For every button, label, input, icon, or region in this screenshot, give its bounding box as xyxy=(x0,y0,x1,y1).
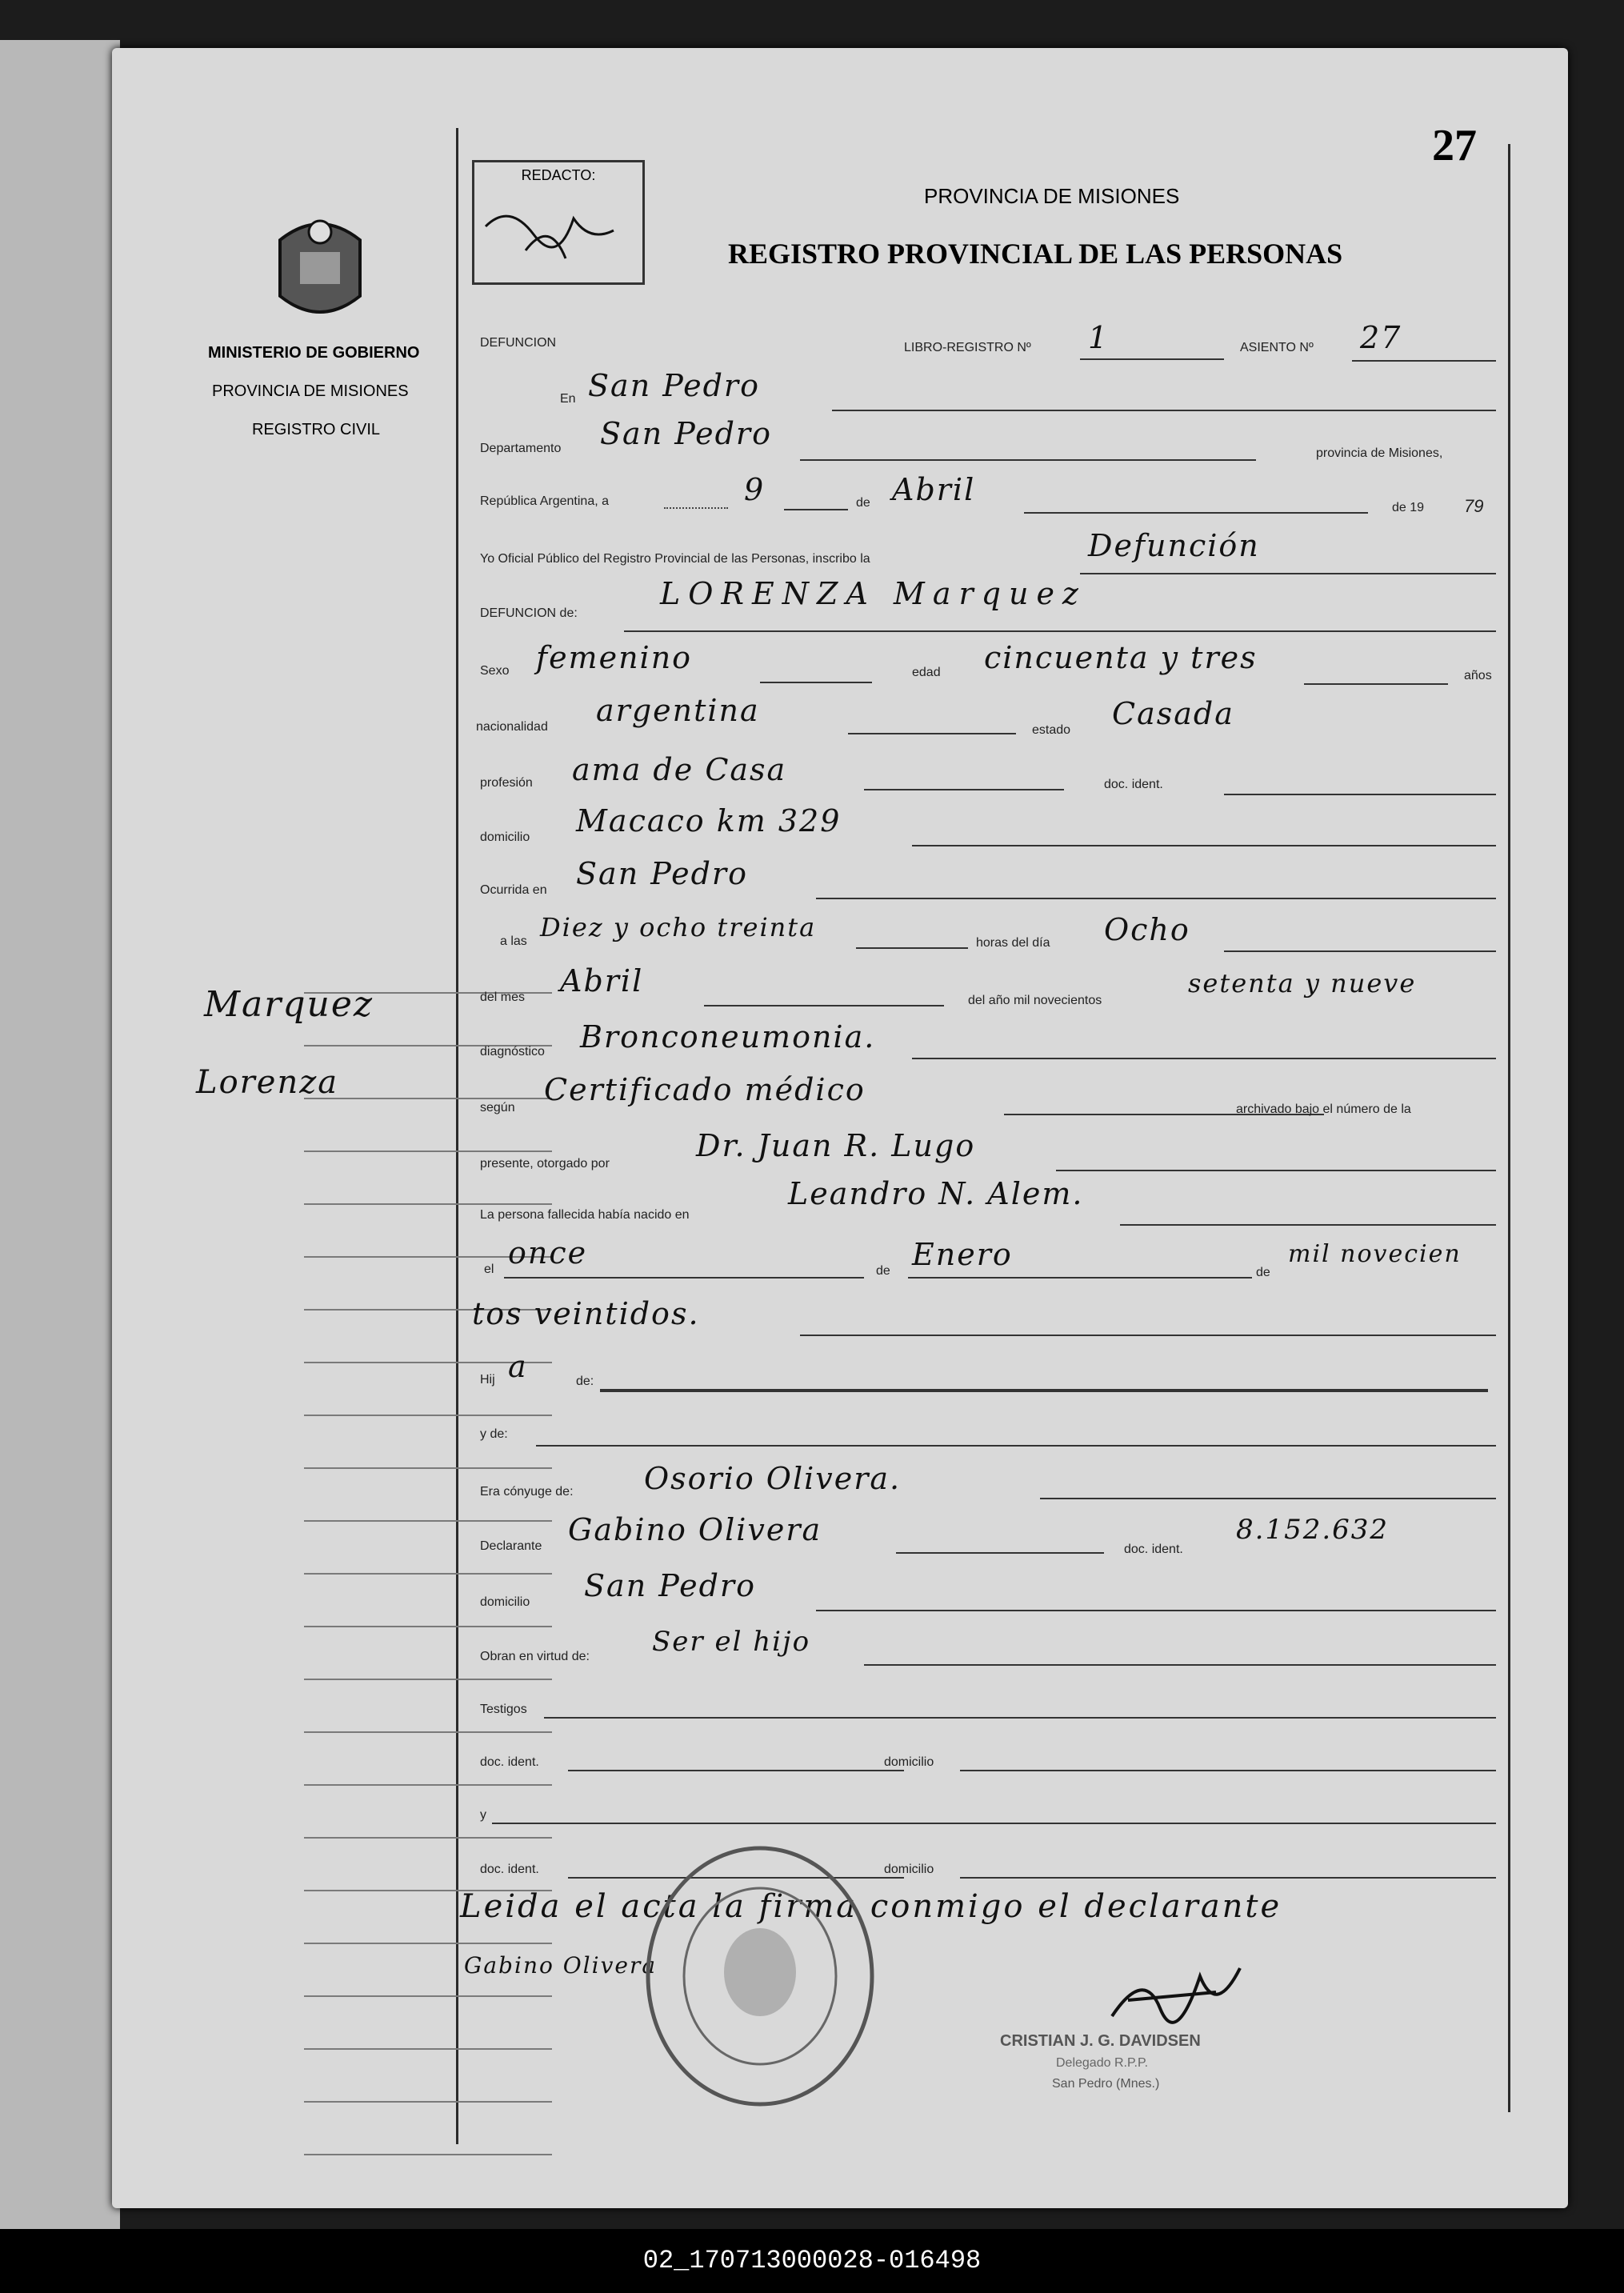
domicilio-line xyxy=(912,845,1496,846)
oficial-value: Defunción xyxy=(1088,528,1260,563)
day-line xyxy=(784,509,848,510)
el-month-value: Enero xyxy=(912,1237,1013,1272)
testigos-line xyxy=(544,1717,1496,1719)
redacto-label: REDACTO: xyxy=(521,167,596,183)
en-value: San Pedro xyxy=(588,368,760,403)
asiento-line xyxy=(1352,360,1496,362)
declarant-signature: Gabino Olivera xyxy=(464,1952,658,1979)
archivado-label: archivado bajo el número de la xyxy=(1236,1102,1411,1116)
segun-label: según xyxy=(480,1101,515,1114)
previous-page-edge xyxy=(0,40,120,2264)
anio-value: setenta y nueve xyxy=(1188,968,1417,998)
de-label: de xyxy=(856,496,870,510)
profesion-line xyxy=(864,789,1064,790)
el-de2-label: de xyxy=(1256,1266,1270,1279)
y-de-line xyxy=(536,1445,1496,1447)
left-column-rule xyxy=(456,128,458,2144)
declarante-doc-value: 8.152.632 xyxy=(1236,1514,1390,1546)
coat-of-arms-emblem xyxy=(264,208,376,328)
presente-label: presente, otorgado por xyxy=(480,1157,610,1171)
register-page xyxy=(112,48,1568,2208)
segun-value: Certificado médico xyxy=(544,1072,866,1107)
doc1-label: doc. ident. xyxy=(480,1755,539,1769)
domicilio2-label: domicilio xyxy=(480,1595,530,1609)
dia-value: Ocho xyxy=(1104,912,1190,947)
diagnostico-label: diagnóstico xyxy=(480,1045,545,1058)
domicilio2-value: San Pedro xyxy=(584,1568,756,1603)
nacido-line xyxy=(1120,1224,1496,1226)
margin-ruled-line xyxy=(304,2154,552,2155)
libro-value: 1 xyxy=(1088,320,1110,355)
page-number: 27 xyxy=(1432,121,1477,170)
domicilio-value: Macaco km 329 xyxy=(576,803,842,838)
hij-value: a xyxy=(508,1349,528,1384)
el-day-line xyxy=(504,1277,864,1279)
el-year-continued: tos veintidos. xyxy=(472,1296,700,1331)
y-line xyxy=(492,1823,1496,1824)
ocurrida-value: San Pedro xyxy=(576,856,748,891)
del-mes-label: del mes xyxy=(480,990,526,1004)
horas-label: horas del día xyxy=(976,936,1050,950)
ocurrida-label: Ocurrida en xyxy=(480,883,547,897)
margin-ruled-line xyxy=(304,2101,552,2103)
el-year-value: mil novecien xyxy=(1288,1240,1462,1268)
republica-dots xyxy=(664,507,728,509)
margin-ruled-line xyxy=(304,1626,552,1627)
margin-surname: Marquez xyxy=(204,984,374,1025)
profesion-label: profesión xyxy=(480,776,533,790)
domic1-line xyxy=(960,1770,1496,1771)
nacido-label: La persona fallecida había nacido en xyxy=(480,1208,690,1222)
nacionalidad-value: argentina xyxy=(596,693,760,728)
margin-ruled-line xyxy=(304,1943,552,1944)
presente-line xyxy=(1056,1170,1496,1171)
sexo-line xyxy=(760,682,872,683)
margin-ruled-line xyxy=(304,1995,552,1997)
hij-line xyxy=(600,1389,1488,1392)
obran-line xyxy=(864,1664,1496,1666)
libro-line xyxy=(1080,358,1224,360)
margin-ruled-line xyxy=(304,1573,552,1575)
domic2-line xyxy=(960,1877,1496,1879)
el-label: el xyxy=(484,1263,494,1276)
obran-value: Ser el hijo xyxy=(652,1626,811,1658)
declarante-line xyxy=(896,1552,1104,1554)
right-column-rule xyxy=(1508,144,1510,2112)
conyuge-label: Era cónyuge de: xyxy=(480,1485,574,1499)
sexo-label: Sexo xyxy=(480,664,510,678)
depto-value: San Pedro xyxy=(600,416,772,451)
margin-ruled-line xyxy=(304,1837,552,1839)
y-de-label: y de: xyxy=(480,1427,508,1441)
presente-value: Dr. Juan R. Lugo xyxy=(696,1128,976,1163)
del-mes-line xyxy=(704,1005,944,1006)
margin-ruled-line xyxy=(304,1151,552,1152)
en-label: En xyxy=(560,392,576,406)
asiento-value: 27 xyxy=(1360,320,1402,355)
a-las-label: a las xyxy=(500,934,527,948)
official-signature xyxy=(1096,1952,1256,2040)
ocurrida-line xyxy=(816,898,1496,899)
header-province: PROVINCIA DE MISIONES xyxy=(924,184,1180,208)
nacionalidad-line xyxy=(848,733,1016,734)
margin-ruled-line xyxy=(304,1731,552,1733)
ministry-line3: REGISTRO CIVIL xyxy=(252,421,381,438)
hij-label: Hij xyxy=(480,1373,495,1387)
del-mes-value: Abril xyxy=(560,963,644,998)
declarante-label: Declarante xyxy=(480,1539,542,1553)
margin-ruled-line xyxy=(304,1784,552,1786)
margin-ruled-line xyxy=(304,1520,552,1522)
defuncion-de-line xyxy=(624,630,1496,632)
official-title: Delegado R.P.P. xyxy=(1056,2056,1149,2070)
provincia-label: provincia de Misiones, xyxy=(1316,446,1443,460)
anos-label: años xyxy=(1464,669,1492,682)
redacto-signature xyxy=(478,194,638,274)
margin-ruled-line xyxy=(304,1467,552,1469)
month-value: Abril xyxy=(892,472,976,507)
ministry-line1: MINISTERIO DE GOBIERNO xyxy=(208,344,420,362)
edad-line xyxy=(1304,683,1448,685)
doc-ident-line xyxy=(1224,794,1496,795)
anio-label: del año mil novecientos xyxy=(968,994,1102,1007)
year-value: 79 xyxy=(1464,496,1484,516)
oficial-label: Yo Oficial Público del Registro Provincial de las Personas, inscribo la xyxy=(480,552,870,566)
oficial-line xyxy=(1080,573,1496,574)
conyuge-line xyxy=(1040,1498,1496,1499)
margin-ruled-line xyxy=(304,1098,552,1099)
redacto-box xyxy=(472,160,645,285)
header-registry: REGISTRO PROVINCIAL DE LAS PERSONAS xyxy=(728,238,1343,270)
domicilio-label: domicilio xyxy=(480,830,530,844)
libro-label: LIBRO-REGISTRO Nº xyxy=(904,341,1031,354)
day-value: 9 xyxy=(744,472,766,507)
testigos-label: Testigos xyxy=(480,1703,527,1716)
estado-label: estado xyxy=(1032,723,1071,737)
margin-given-name: Lorenza xyxy=(196,1064,339,1101)
edad-value: cincuenta y tres xyxy=(984,640,1258,675)
sexo-value: femenino xyxy=(536,640,693,675)
doc2-label: doc. ident. xyxy=(480,1863,539,1876)
el-year-line xyxy=(800,1335,1496,1336)
margin-ruled-line xyxy=(304,2048,552,2050)
edad-label: edad xyxy=(912,666,941,679)
conyuge-value: Osorio Olivera. xyxy=(644,1461,902,1496)
el-day-value: once xyxy=(508,1235,588,1271)
domicilio2-line xyxy=(816,1610,1496,1611)
el-month-line xyxy=(908,1277,1252,1279)
leida-text: Leida el acta la firma conmigo el declarante xyxy=(460,1888,1282,1925)
act-type-label: DEFUNCION xyxy=(480,336,557,350)
declarante-value: Gabino Olivera xyxy=(568,1512,822,1547)
y-label: y xyxy=(480,1808,486,1822)
el-de-label: de xyxy=(876,1264,890,1278)
diagnostico-line xyxy=(912,1058,1496,1059)
profesion-value: ama de Casa xyxy=(572,752,787,787)
declarante-doc-label: doc. ident. xyxy=(1124,1543,1183,1556)
domic2-label: domicilio xyxy=(884,1863,934,1876)
official-name: CRISTIAN J. G. DAVIDSEN xyxy=(1000,2032,1201,2050)
official-place: San Pedro (Mnes.) xyxy=(1052,2077,1160,2091)
dia-line xyxy=(1224,950,1496,952)
depto-label: Departamento xyxy=(480,442,562,455)
a-las-value: Diez y ocho treinta xyxy=(540,912,817,942)
nacido-value: Leandro N. Alem. xyxy=(788,1176,1084,1211)
defuncion-de-label: DEFUNCION de: xyxy=(480,606,578,620)
nacionalidad-label: nacionalidad xyxy=(476,720,548,734)
en-line xyxy=(832,410,1496,411)
year-prefix-label: de 19 xyxy=(1392,501,1425,514)
doc-ident-label: doc. ident. xyxy=(1104,778,1163,791)
asiento-label: ASIENTO Nº xyxy=(1240,341,1314,354)
republica-label: República Argentina, a xyxy=(480,494,609,508)
estado-value: Casada xyxy=(1112,696,1234,731)
file-caption: 02_170713000028-016498 xyxy=(0,2229,1624,2293)
diagnostico-value: Bronconeumonia. xyxy=(580,1019,876,1054)
registry-round-stamp xyxy=(640,1840,880,2112)
ministry-line2: PROVINCIA DE MISIONES xyxy=(212,382,409,400)
obran-label: Obran en virtud de: xyxy=(480,1650,590,1663)
margin-ruled-line xyxy=(304,1203,552,1205)
margin-ruled-line xyxy=(304,1415,552,1416)
hij-de-label: de: xyxy=(576,1375,594,1388)
doc1-line xyxy=(568,1770,904,1771)
depto-line xyxy=(800,459,1256,461)
domic1-label: domicilio xyxy=(884,1755,934,1769)
margin-ruled-line xyxy=(304,1679,552,1680)
month-line xyxy=(1024,512,1368,514)
a-las-line xyxy=(856,947,968,949)
defuncion-de-value: LORENZA Marquez xyxy=(660,576,1086,611)
